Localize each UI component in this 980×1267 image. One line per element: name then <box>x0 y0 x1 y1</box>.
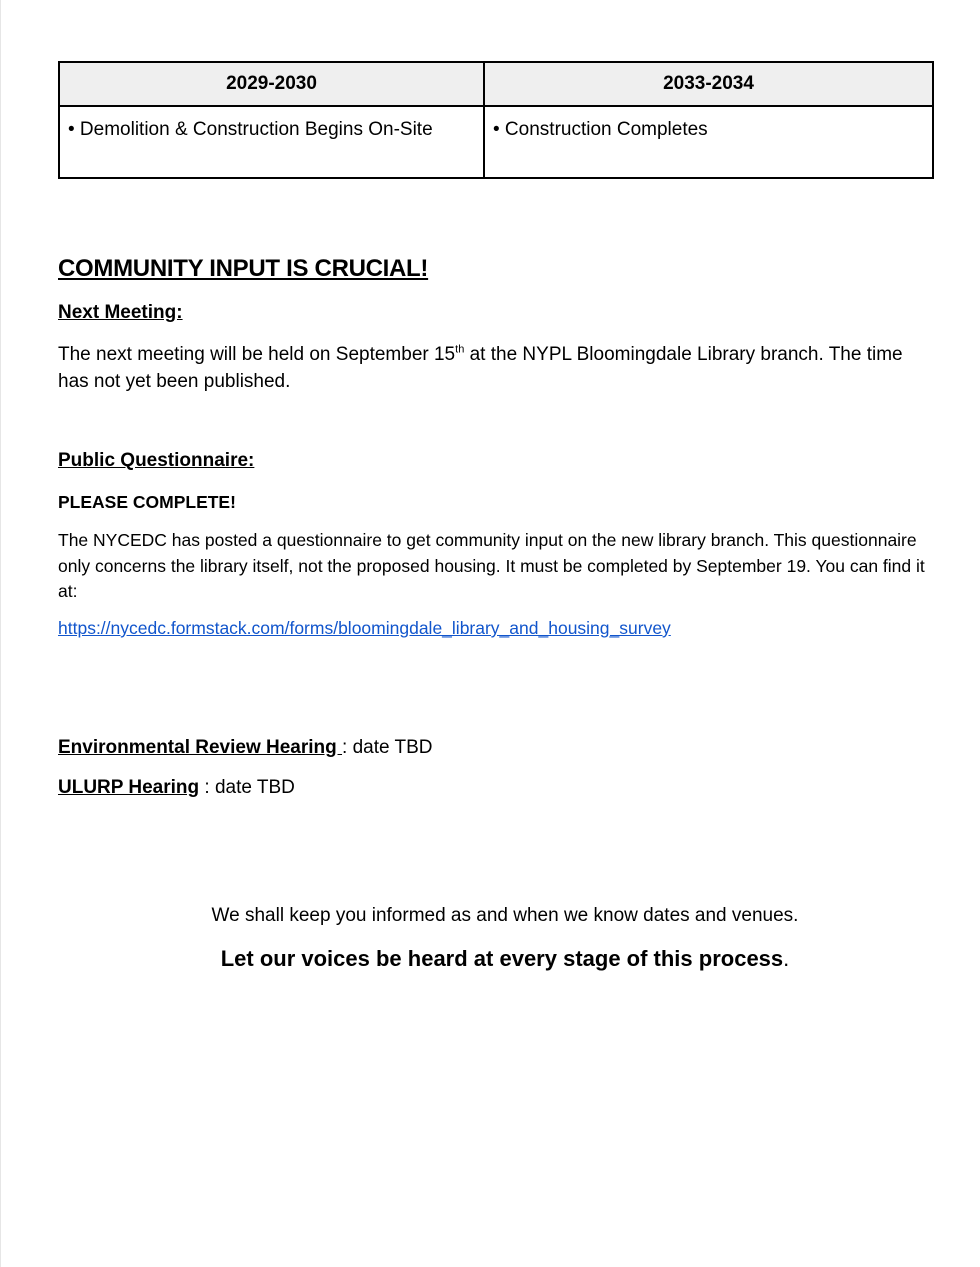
ordinal-suffix: th <box>455 343 465 356</box>
timeline-cell: • Construction Completes <box>484 106 933 178</box>
environmental-review-hearing <box>58 737 938 759</box>
hearing-value: : date TBD <box>199 777 295 798</box>
timeline-cell: • Demolition & Construction Begins On-Site <box>59 106 484 178</box>
next-meeting-text-part: The next meeting will be held on September 15 <box>58 344 456 365</box>
next-meeting-text-part: at the NYPL Bloomingdale Library branch. The time has not yet been published. <box>58 344 903 392</box>
questionnaire-link[interactable]: https://nycedc.formstack.com/forms/bloomingdale_library_and_housing_survey <box>58 618 671 638</box>
timeline-header-row <box>59 62 933 106</box>
questionnaire-link-wrap <box>58 618 938 639</box>
questionnaire-heading: Public Questionnaire: <box>58 450 255 471</box>
page-edge <box>0 0 1 1267</box>
hearing-value: : date TBD <box>342 737 433 758</box>
questionnaire-body: The NYCEDC has posted a questionnaire to get community input on the new library branch. This questionnaire only concerns the library itself, not the proposed housing. It must be completed by September 19. You can find it at: <box>58 530 925 601</box>
keep-informed-note: We shall keep you informed as and when we know dates and venues. <box>211 905 799 926</box>
questionnaire-callout: PLEASE COMPLETE! <box>58 492 236 512</box>
timeline-header-cell: 2029-2030 <box>59 62 484 106</box>
section-heading: COMMUNITY INPUT IS CRUCIAL! <box>58 255 429 282</box>
next-meeting-text <box>58 341 938 395</box>
timeline-header-cell: 2033-2034 <box>484 62 933 106</box>
closing-statement-tail: . <box>783 946 790 971</box>
next-meeting-heading: Next Meeting: <box>58 302 183 323</box>
hearing-label: ULURP Hearing <box>58 777 200 798</box>
timeline-table <box>58 61 934 179</box>
closing-statement <box>0 946 980 972</box>
closing-statement-bold: Let our voices be heard at every stage of this process <box>220 946 784 971</box>
hearing-label: Environmental Review Hearing <box>58 737 343 758</box>
timeline-row <box>59 106 933 178</box>
ulurp-hearing <box>58 777 938 799</box>
